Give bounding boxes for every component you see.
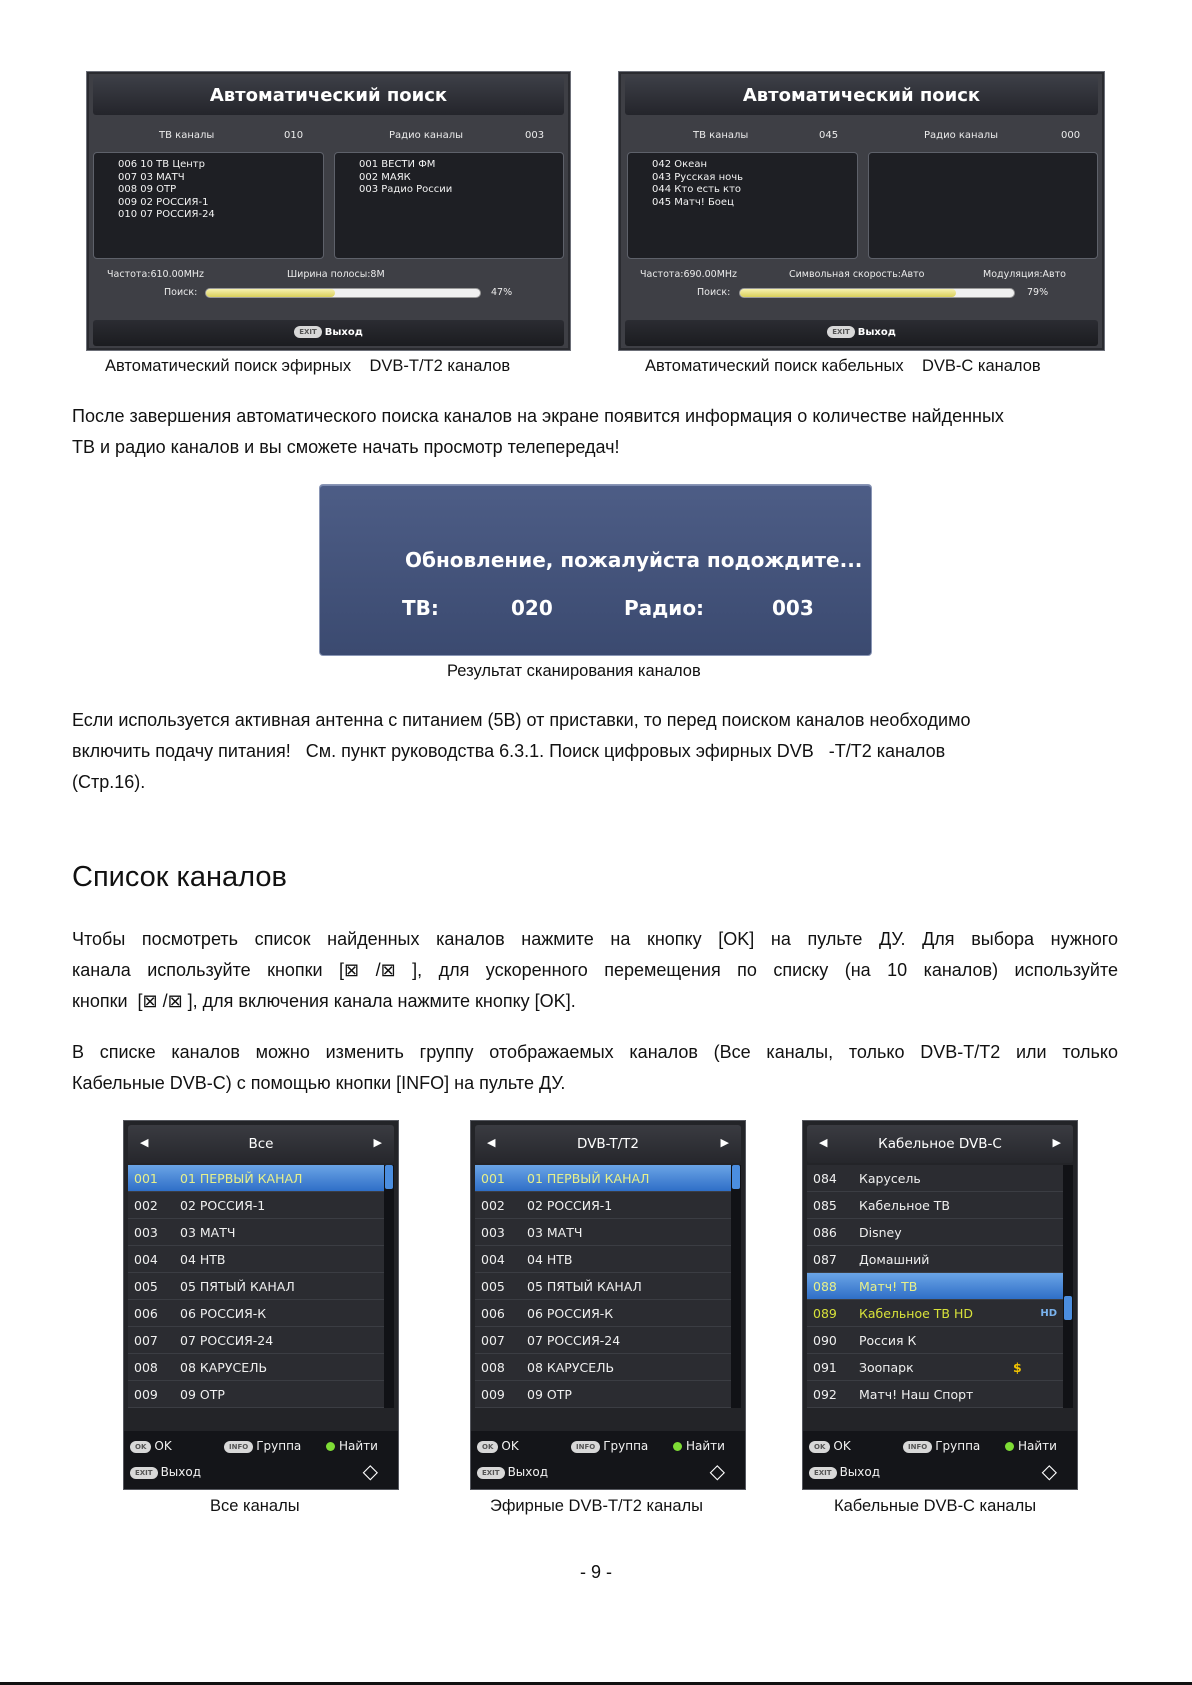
channel-number: 002 <box>134 1198 158 1213</box>
channel-list-screen <box>123 1120 399 1490</box>
channel-name: 06 РОССИЯ-К <box>527 1306 614 1321</box>
channel-number: 086 <box>813 1225 837 1240</box>
search-progress-fill <box>206 289 335 297</box>
channel-name: 05 ПЯТЫЙ КАНАЛ <box>527 1279 642 1294</box>
channel-row[interactable] <box>475 1327 731 1354</box>
channel-name: Матч! ТВ <box>859 1279 918 1294</box>
group-title: Все <box>248 1136 274 1152</box>
channel-name: Россия К <box>859 1333 917 1348</box>
screen-footer <box>93 320 564 346</box>
scrollbar-thumb[interactable] <box>385 1165 393 1189</box>
paragraph-line: (Стр.16). <box>72 772 146 792</box>
tv-channel-box <box>627 152 858 259</box>
channel-row[interactable] <box>128 1165 384 1192</box>
ok-key-icon: OK <box>477 1441 498 1453</box>
channel-row[interactable] <box>807 1327 1063 1354</box>
found-channel: 008 09 ОТР <box>118 184 177 195</box>
found-channel: 001 ВЕСТИ ФМ <box>359 159 436 170</box>
find-label: Найти <box>686 1439 725 1453</box>
caption-scan-result: Результат сканирования каналов <box>447 662 701 680</box>
channel-name: 04 НТВ <box>180 1252 226 1267</box>
channel-list-footer <box>471 1431 745 1489</box>
channel-name: 07 РОССИЯ-24 <box>180 1333 274 1348</box>
info-key-icon: INFO <box>903 1441 932 1453</box>
found-channel: 044 Кто есть кто <box>652 184 742 195</box>
paragraph-line: Чтобы посмотреть список найденных каналов нажмите на кнопку [OK] на пульте ДУ. Для выбора нужного <box>72 929 1118 949</box>
channel-name: Матч! Наш Спорт <box>859 1387 974 1402</box>
channel-list <box>475 1165 731 1408</box>
channel-name: 04 НТВ <box>527 1252 573 1267</box>
channel-number: 003 <box>481 1225 505 1240</box>
channel-name: Кабельное ТВ <box>859 1198 950 1213</box>
radio-count-value: 003 <box>772 596 814 620</box>
find-label: Найти <box>1018 1439 1057 1453</box>
channel-list-caption: Эфирные DVB-T/T2 каналы <box>490 1497 704 1515</box>
ok-key-icon: OK <box>130 1441 151 1453</box>
radio-count-label: Радио: <box>624 596 705 620</box>
channel-row[interactable] <box>128 1327 384 1354</box>
paragraph-after-search <box>72 401 1112 463</box>
green-dot-icon <box>326 1442 335 1451</box>
channel-number: 006 <box>134 1306 158 1321</box>
scrollbar-thumb[interactable] <box>1064 1296 1072 1320</box>
channel-name: 02 РОССИЯ-1 <box>180 1198 266 1213</box>
channel-number: 009 <box>481 1387 505 1402</box>
channel-number: 004 <box>481 1252 505 1267</box>
search-progress-text: 79% <box>1027 287 1049 298</box>
radio-channels-label: Радио каналы <box>924 130 998 141</box>
channel-list-caption: Кабельные DVB-C каналы <box>834 1497 1037 1515</box>
info-key-icon: INFO <box>224 1441 253 1453</box>
bandwidth-readout: Ширина полосы:8M <box>287 269 385 280</box>
channel-number: 089 <box>813 1306 837 1321</box>
tv-count-value: 020 <box>511 596 553 620</box>
paragraph-line: канала используйте кнопки [⊠ /⊠ ], для ускоренного перемещения по списку (на 10 каналов) используйте <box>72 960 1118 980</box>
channel-list-footer <box>124 1431 398 1489</box>
channel-name: 09 ОТР <box>527 1387 572 1402</box>
channel-name: 01 ПЕРВЫЙ КАНАЛ <box>527 1171 650 1186</box>
paragraph-channel-groups <box>72 1037 1118 1099</box>
group-title: DVB-T/T2 <box>577 1136 639 1152</box>
exit-label: Выход <box>507 1465 549 1479</box>
info-key-icon: INFO <box>571 1441 600 1453</box>
found-channel: 045 Матч! Боец <box>652 196 734 208</box>
channel-row[interactable] <box>128 1192 384 1219</box>
navigation-pad-icon: ◇ <box>1041 1459 1057 1483</box>
channel-row[interactable] <box>128 1381 384 1408</box>
channel-number: 004 <box>134 1252 158 1267</box>
channel-number: 008 <box>481 1360 505 1375</box>
search-label: Поиск: <box>697 287 731 298</box>
paragraph-active-antenna <box>72 705 1112 798</box>
channel-name: 03 МАТЧ <box>180 1225 236 1240</box>
paragraph-line: Если используется активная антенна с питанием (5В) от приставки, то перед поиском каналов необходимо <box>72 710 971 730</box>
channel-number: 087 <box>813 1252 837 1267</box>
group-label: Группа <box>256 1439 302 1453</box>
frequency-readout: Частота:690.00MHz <box>640 269 738 280</box>
tv-count-label: ТВ: <box>402 596 439 620</box>
exit-label: Выход <box>160 1465 202 1479</box>
auto-search-t2-screen <box>86 71 571 351</box>
arrow-left-icon[interactable]: ◀ <box>819 1136 828 1149</box>
update-dialog <box>319 484 872 656</box>
arrow-left-icon[interactable]: ◀ <box>487 1136 496 1149</box>
channel-row[interactable] <box>475 1273 731 1300</box>
channel-list-screen <box>470 1120 746 1490</box>
channel-row[interactable] <box>475 1381 731 1408</box>
channel-row[interactable] <box>475 1246 731 1273</box>
search-progress-bar <box>739 288 1015 298</box>
tv-channel-box <box>93 152 324 259</box>
channel-number: 090 <box>813 1333 837 1348</box>
radio-channel-box <box>334 152 564 259</box>
channel-name: 08 КАРУСЕЛЬ <box>527 1360 615 1375</box>
exit-label: Выход <box>324 327 363 338</box>
channel-row[interactable] <box>475 1192 731 1219</box>
group-header <box>475 1125 741 1163</box>
search-progress-text: 47% <box>491 287 513 298</box>
channel-number: 003 <box>134 1225 158 1240</box>
found-channel: 006 10 ТВ Центр <box>118 159 205 170</box>
channel-number: 005 <box>481 1279 505 1294</box>
ok-label: OK <box>154 1439 172 1453</box>
paragraph-line: кнопки [⊠ /⊠ ], для включения канала нажмите кнопку [OK]. <box>72 991 576 1011</box>
channel-number: 005 <box>134 1279 158 1294</box>
find-label: Найти <box>339 1439 378 1453</box>
found-channel: 043 Русская ночь <box>652 171 744 183</box>
paragraph-line: После завершения автоматического поиска каналов на экране появится информация о количестве найденных <box>72 406 1004 426</box>
channel-name: Домашний <box>859 1252 930 1267</box>
channel-list-footer <box>803 1431 1077 1489</box>
channel-row[interactable] <box>807 1273 1063 1300</box>
caption-auto-search-c: Автоматический поиск кабельных DVB-C каналов <box>645 357 1041 375</box>
radio-channels-label: Радио каналы <box>389 130 463 141</box>
screen-footer <box>625 320 1098 346</box>
update-message: Обновление, пожалуйста подождите... <box>405 548 863 572</box>
auto-search-c-screen <box>618 71 1105 351</box>
channel-name: 09 ОТР <box>180 1387 225 1402</box>
hd-badge: HD <box>1040 1308 1057 1319</box>
channel-row[interactable] <box>128 1354 384 1381</box>
paragraph-channel-list-usage <box>72 924 1118 1017</box>
radio-channels-count: 003 <box>525 130 545 141</box>
channel-number: 002 <box>481 1198 505 1213</box>
channel-row[interactable] <box>128 1246 384 1273</box>
channel-number: 006 <box>481 1306 505 1321</box>
scrollbar[interactable] <box>384 1165 394 1408</box>
group-label: Группа <box>603 1439 649 1453</box>
screen-title: Автоматический поиск <box>625 77 1098 115</box>
paid-channel-icon: $ <box>1013 1360 1022 1375</box>
channel-number: 092 <box>813 1387 837 1402</box>
channel-name: Кабельное ТВ HD <box>859 1306 973 1321</box>
channel-row[interactable] <box>475 1165 731 1192</box>
channel-row[interactable] <box>475 1219 731 1246</box>
paragraph-line: ТВ и радио каналов и вы сможете начать просмотр телепередач! <box>72 437 620 457</box>
channel-list-caption: Все каналы <box>210 1497 300 1515</box>
scrollbar[interactable] <box>1063 1165 1073 1408</box>
scrollbar-thumb[interactable] <box>732 1165 740 1189</box>
channel-name: 02 РОССИЯ-1 <box>527 1198 613 1213</box>
radio-channel-box <box>868 152 1098 259</box>
channel-row[interactable] <box>807 1381 1063 1408</box>
arrow-right-icon[interactable]: ▶ <box>373 1136 382 1149</box>
tv-channels-count: 010 <box>284 130 304 141</box>
frequency-readout: Частота:610.00MHz <box>107 269 205 280</box>
paragraph-line: включить подачу питания! См. пункт руководства 6.3.1. Поиск цифровых эфирных DVB -T/T2 каналов <box>72 741 946 761</box>
channel-number: 085 <box>813 1198 837 1213</box>
channel-row[interactable] <box>807 1165 1063 1192</box>
ok-label: OK <box>833 1439 851 1453</box>
channel-row[interactable] <box>475 1354 731 1381</box>
found-channel: 003 Радио России <box>359 184 453 195</box>
navigation-pad-icon: ◇ <box>362 1459 378 1483</box>
channel-row[interactable] <box>128 1219 384 1246</box>
channel-number: 007 <box>134 1333 158 1348</box>
channel-number: 088 <box>813 1279 837 1294</box>
channel-number: 008 <box>134 1360 158 1375</box>
channel-name: 01 ПЕРВЫЙ КАНАЛ <box>180 1171 303 1186</box>
ok-key-icon: OK <box>809 1441 830 1453</box>
ok-label: OK <box>501 1439 519 1453</box>
radio-channels-count: 000 <box>1061 130 1081 141</box>
exit-key-icon: EXIT <box>827 326 855 338</box>
channel-number: 009 <box>134 1387 158 1402</box>
exit-label: Выход <box>839 1465 881 1479</box>
arrow-left-icon[interactable]: ◀ <box>140 1136 149 1149</box>
screen-title: Автоматический поиск <box>93 77 564 115</box>
channel-name: Disney <box>859 1225 902 1240</box>
channel-number: 084 <box>813 1171 837 1186</box>
channel-number: 001 <box>481 1171 505 1186</box>
group-header <box>128 1125 394 1163</box>
channel-row[interactable] <box>807 1246 1063 1273</box>
tv-channels-label: ТВ каналы <box>693 130 749 141</box>
modulation-readout: Модуляция:Авто <box>983 269 1066 280</box>
channel-row[interactable] <box>128 1273 384 1300</box>
search-label: Поиск: <box>164 287 198 298</box>
group-title: Кабельное DVB-C <box>878 1136 1002 1152</box>
found-channel: 007 03 МАТЧ <box>118 171 185 183</box>
channel-list <box>807 1165 1063 1408</box>
exit-key-icon: EXIT <box>294 326 322 338</box>
channel-row[interactable] <box>475 1300 731 1327</box>
channel-name: Зоопарк <box>859 1360 914 1375</box>
green-dot-icon <box>1005 1442 1014 1451</box>
found-channel: 042 Океан <box>652 159 707 170</box>
channel-number: 007 <box>481 1333 505 1348</box>
green-dot-icon <box>673 1442 682 1451</box>
channel-list <box>128 1165 384 1408</box>
channel-name: Карусель <box>859 1171 921 1186</box>
tv-channels-count: 045 <box>819 130 839 141</box>
channel-name: 03 МАТЧ <box>527 1225 583 1240</box>
channel-row[interactable] <box>807 1300 1063 1327</box>
caption-auto-search-t2: Автоматический поиск эфирных DVB-T/T2 каналов <box>105 357 511 375</box>
exit-label: Выход <box>857 327 896 338</box>
symbol-rate-readout: Символьная скорость:Авто <box>789 269 925 280</box>
channel-name: 07 РОССИЯ-24 <box>527 1333 621 1348</box>
exit-key-icon: EXIT <box>809 1467 837 1479</box>
channel-row[interactable] <box>807 1219 1063 1246</box>
channel-row[interactable] <box>807 1354 1063 1381</box>
channel-name: 06 РОССИЯ-К <box>180 1306 267 1321</box>
arrow-right-icon[interactable]: ▶ <box>720 1136 729 1149</box>
arrow-right-icon[interactable]: ▶ <box>1052 1136 1061 1149</box>
channel-row[interactable] <box>128 1300 384 1327</box>
search-progress-fill <box>740 289 956 297</box>
channel-list-screen <box>802 1120 1078 1490</box>
group-label: Группа <box>935 1439 981 1453</box>
channel-name: 05 ПЯТЫЙ КАНАЛ <box>180 1279 295 1294</box>
scrollbar[interactable] <box>731 1165 741 1408</box>
found-channel: 010 07 РОССИЯ-24 <box>118 209 215 220</box>
exit-key-icon: EXIT <box>477 1467 505 1479</box>
paragraph-line: Кабельные DVB-C) с помощью кнопки [INFO] на пульте ДУ. <box>72 1073 566 1093</box>
channel-number: 001 <box>134 1171 158 1186</box>
page-number: - 9 - <box>579 1562 612 1582</box>
exit-key-icon: EXIT <box>130 1467 158 1479</box>
tv-channels-label: ТВ каналы <box>159 130 215 141</box>
search-progress-bar <box>205 288 481 298</box>
navigation-pad-icon: ◇ <box>709 1459 725 1483</box>
found-channel: 009 02 РОССИЯ-1 <box>118 196 209 208</box>
paragraph-line: В списке каналов можно изменить группу отображаемых каналов (Все каналы, только DVB-T/T2 или только <box>72 1042 1118 1062</box>
channel-name: 08 КАРУСЕЛЬ <box>180 1360 268 1375</box>
channel-row[interactable] <box>807 1192 1063 1219</box>
section-title: Список каналов <box>72 861 287 893</box>
channel-number: 091 <box>813 1360 837 1375</box>
group-header <box>807 1125 1073 1163</box>
found-channel: 002 МАЯК <box>359 171 411 183</box>
